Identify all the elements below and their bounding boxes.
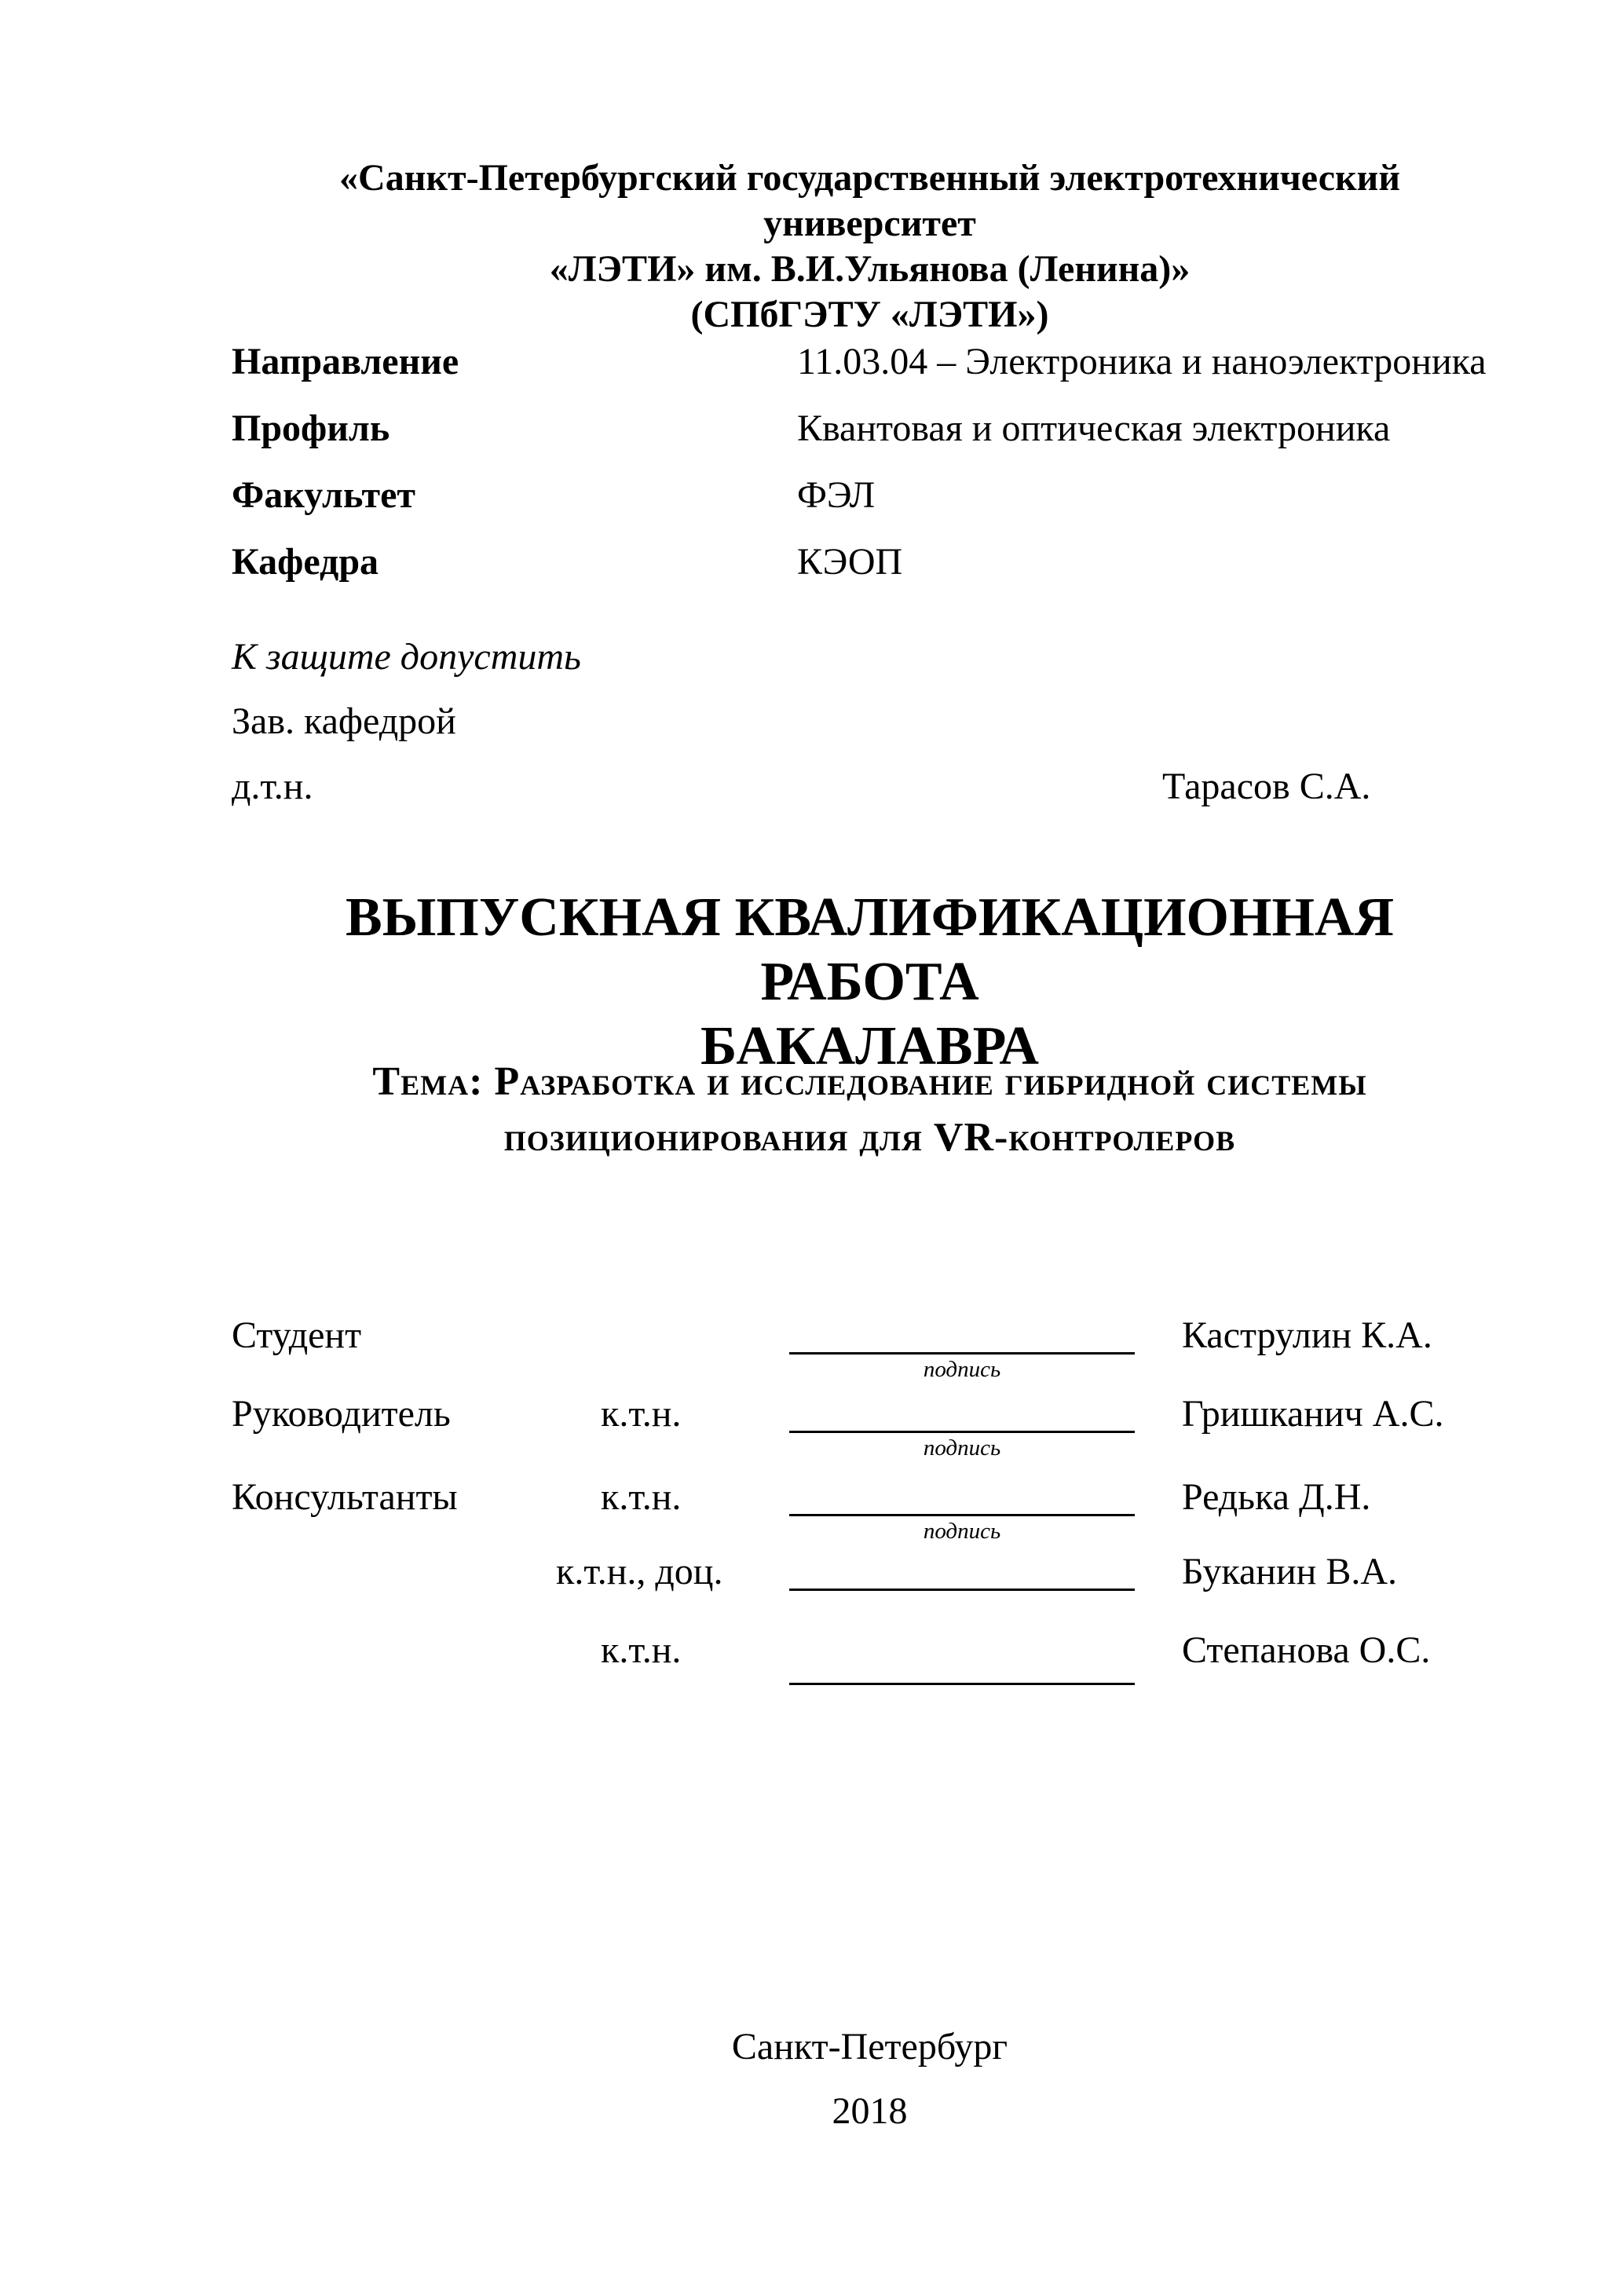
info-row-direction — [232, 339, 1508, 386]
head-name: Тарасов С.А. — [1162, 766, 1371, 807]
consultant-1-signature-line — [789, 1514, 1135, 1516]
signature-row-consultant-1 — [232, 1475, 1508, 1553]
consultant-3-signature-line — [789, 1683, 1135, 1685]
footer-city: Санкт-Петербург — [731, 2026, 1008, 2067]
thesis-theme-line1: Тема: Разработка и исследование гибридной системы — [372, 1059, 1367, 1104]
student-signature-line — [789, 1352, 1135, 1355]
consultant-2-signature-line — [789, 1589, 1135, 1591]
consultant-3-degree: к.т.н. — [601, 1629, 682, 1671]
consultants-role-label: Консультанты — [232, 1476, 458, 1518]
direction-label: Направление — [232, 341, 459, 382]
head-degree: д.т.н. — [232, 766, 313, 807]
university-abbreviation: (СПбГЭТУ «ЛЭТИ») — [690, 294, 1049, 335]
university-name-line1: «Санкт-Петербургский государственный электротехнический университет — [339, 157, 1400, 244]
student-name: Каструлин К.А. — [1182, 1314, 1432, 1356]
thesis-theme-line2: позиционирования для VR-контролеров — [503, 1115, 1236, 1160]
department-head-signature-row — [232, 764, 1508, 811]
consultant-2-degree: к.т.н., доц. — [556, 1551, 723, 1592]
faculty-value: ФЭЛ — [797, 474, 876, 516]
supervisor-signature-line — [789, 1431, 1135, 1433]
consultant-1-signature-caption: подпись — [923, 1519, 1001, 1544]
university-header — [232, 155, 1508, 338]
supervisor-degree: к.т.н. — [601, 1393, 682, 1435]
consultant-1-degree: к.т.н. — [601, 1476, 682, 1518]
signature-row-consultant-3 — [232, 1628, 1508, 1706]
department-label: Кафедра — [232, 541, 379, 583]
signature-row-consultant-2 — [232, 1549, 1508, 1628]
profile-value: Квантовая и оптическая электроника — [797, 408, 1391, 449]
info-row-department — [232, 539, 1508, 587]
signature-row-supervisor — [232, 1391, 1508, 1470]
student-role-label: Студент — [232, 1314, 362, 1356]
consultant-3-name: Степанова О.С. — [1182, 1629, 1431, 1671]
consultant-1-name: Редька Д.Н. — [1182, 1476, 1371, 1518]
info-row-profile — [232, 406, 1508, 453]
student-signature-caption: подпись — [923, 1357, 1001, 1382]
thesis-title — [232, 886, 1508, 1079]
info-row-faculty — [232, 473, 1508, 520]
consultant-2-name: Буканин В.А. — [1182, 1551, 1398, 1592]
direction-value: 11.03.04 – Электроника и наноэлектроника — [797, 341, 1487, 382]
profile-label: Профиль — [232, 408, 390, 449]
thesis-title-line2: БАКАЛАВРА — [700, 1016, 1039, 1077]
department-value: КЭОП — [797, 541, 903, 583]
supervisor-signature-caption: подпись — [923, 1435, 1001, 1461]
thesis-theme — [232, 1054, 1508, 1165]
thesis-title-line1: ВЫПУСКНАЯ КВАЛИФИКАЦИОННАЯ РАБОТА — [345, 887, 1395, 1012]
supervisor-name: Гришканич А.С. — [1182, 1393, 1444, 1435]
footer-year: 2018 — [832, 2090, 908, 2132]
department-head-line: Зав. кафедрой — [232, 700, 456, 742]
faculty-label: Факультет — [232, 474, 415, 516]
supervisor-role-label: Руководитель — [232, 1393, 451, 1435]
admission-permit-line: К защите допустить — [232, 636, 581, 678]
signature-row-student — [232, 1313, 1508, 1391]
university-name-line2: «ЛЭТИ» им. В.И.Ульянова (Ленина)» — [549, 248, 1191, 290]
